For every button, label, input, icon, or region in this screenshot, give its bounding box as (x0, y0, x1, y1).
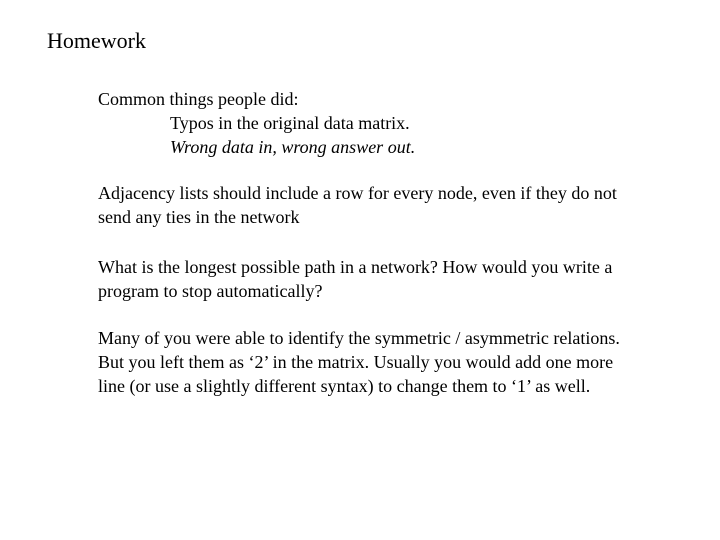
slide-title: Homework (47, 28, 146, 53)
text-line: send any ties in the network (98, 207, 300, 227)
common-mistake-item: Wrong data in, wrong answer out. (170, 137, 416, 157)
text-line: program to stop automatically? (98, 281, 323, 301)
common-mistakes-paragraph (98, 87, 698, 159)
text-line: Many of you were able to identify the symmetric / asymmetric relations. (98, 328, 620, 348)
adjacency-lists-paragraph (98, 181, 698, 229)
symmetric-relations-paragraph (98, 326, 698, 398)
text-line: line (or use a slightly different syntax) to change them to ‘1’ as well. (98, 376, 591, 396)
text-line: Adjacency lists should include a row for every node, even if they do not (98, 183, 617, 203)
text-line: But you left them as ‘2’ in the matrix. Usually you would add one more (98, 352, 614, 372)
text-line: What is the longest possible path in a network? How would you write a (98, 257, 613, 277)
common-mistake-item: Typos in the original data matrix. (170, 113, 410, 133)
longest-path-paragraph (98, 255, 698, 303)
common-mistakes-heading: Common things people did: (98, 89, 299, 109)
